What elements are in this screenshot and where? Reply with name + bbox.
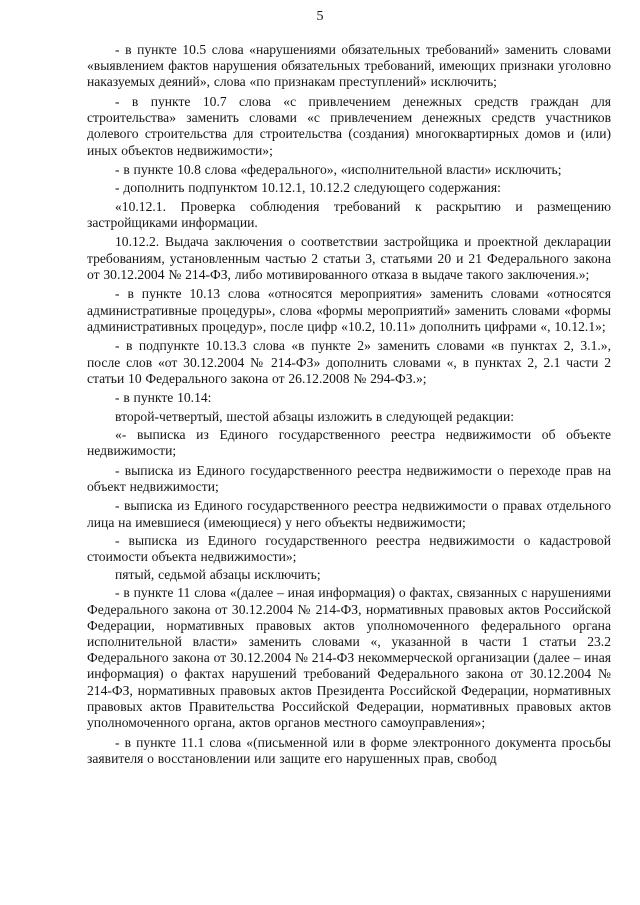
paragraph-item-10-8: - в пункте 10.8 слова «федерального», «исполнительной власти» исключить; [115, 162, 562, 178]
paragraph-10-12-1: «10.12.1. Проверка соблюдения требований к раскрытию и размещению застройщиками информации. [87, 198, 611, 230]
paragraph-item-11-1: - в пункте 11.1 слова «(письменной или в форме электронного документа просьбы заявителя о восстановлении или защите его нарушенных прав, свобод [87, 734, 611, 766]
paragraph-extract-transfer: - выписка из Единого государственного реестра недвижимости о переходе прав на объект недвижимости; [87, 462, 611, 494]
paragraph-item-11: - в пункте 11 слова «(далее – иная информация) о фактах, связанных с нарушениями Федерального закона от 30.12.2004 № 214-ФЗ, нормативных правовых актов Российской Федерации, нормативных правовых актов уполномоченного федерального органа исполнительной власти» заменить словами «, указанной в части 1 статьи 23.2 Федерального закона от 30.12.2004 № 214-ФЗ некоммерческой организации (далее – иная информация) о фактах нарушений требований Федерального закона от 30.12.2004 № 214-ФЗ, нормативных правовых актов Президента Российской Федерации, нормативных правовых актов Правительства Российской Федерации, нормативных правовых актов уполномоченного органа, актов органов местного самоуправления»; [87, 585, 611, 731]
paragraph-subitem-10-13-3: - в подпункте 10.13.3 слова «в пункте 2» заменить словами «в пунктах 2, 3.1.», после слов «от 30.12.2004 № 214-ФЗ» дополнить словами «, в пунктах 2, 2.1 части 2 статьи 10 Федерального закона от 26.12.2008 № 294-ФЗ.»; [87, 338, 611, 386]
paragraph-extract-rights: - выписка из Единого государственного реестра недвижимости о правах отдельного лица на имевшиеся (имеющиеся) у него объекты недвижимости; [87, 498, 611, 530]
paragraph-add-subitems: - дополнить подпунктом 10.12.1, 10.12.2 следующего содержания: [115, 180, 501, 196]
document-body [87, 42, 611, 770]
paragraph-item-10-14: - в пункте 10.14: [115, 390, 212, 406]
paragraph-item-10-7: - в пункте 10.7 слова «с привлечением денежных средств граждан для строительства» заменить словами «с привлечением денежных средств участников долевого строительства для строительства (создания) многоквартирных домов и (или) иных объектов недвижимости»; [87, 94, 611, 158]
paragraph-extract-cadastral: - выписка из Единого государственного реестра недвижимости о кадастровой стоимости объекта недвижимости»; [87, 532, 611, 565]
paragraph-abzacy-redakciya: второй-четвертый, шестой абзацы изложить в следующей редакции: [115, 408, 515, 424]
paragraph-abzacy-exclude: пятый, седьмой абзацы исключить; [115, 567, 321, 583]
paragraph-10-12-2: 10.12.2. Выдача заключения о соответствии застройщика и проектной декларации требованиям, установленным частью 2 статьи 3, статьями 20 и 21 Федерального закона от 30.12.2004 № 214-ФЗ, либо мотивированного отказа в выдаче такого заключения.»; [87, 234, 611, 282]
page-number: 5 [316, 9, 324, 24]
paragraph-item-10-5: - в пункте 10.5 слова «нарушениями обязательных требований» заменить словами «выявлением фактов нарушения обязательных требований, имеющих признаки уголовно наказуемых деяний», слова «по признакам преступлений» исключить; [87, 42, 611, 90]
paragraph-item-10-13: - в пункте 10.13 слова «относятся мероприятия» заменить словами «относятся административные процедуры», слова «формы мероприятий» заменить словами «формы административных процедур», после цифр «10.2, 10.11» дополнить цифрами «, 10.12.1»; [87, 286, 611, 334]
paragraph-extract-object: «- выписка из Единого государственного реестра недвижимости об объекте недвижимости; [87, 426, 611, 459]
